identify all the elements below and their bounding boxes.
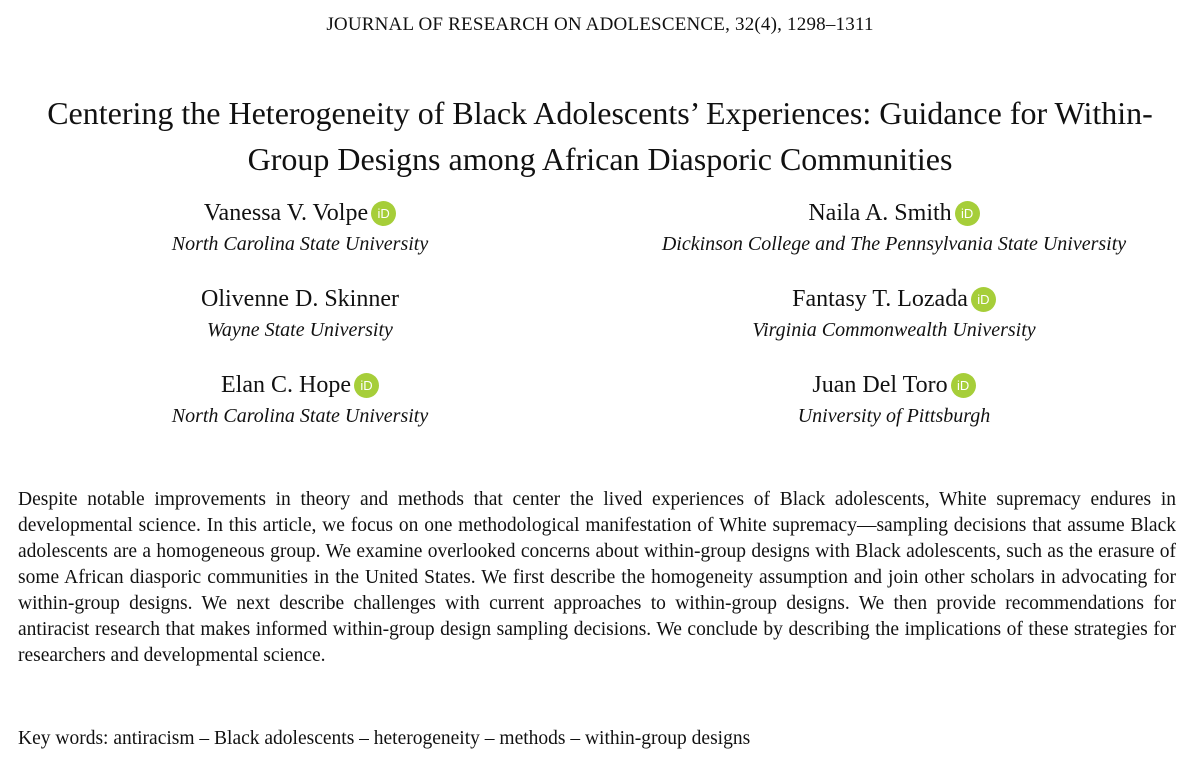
author-name-line bbox=[100, 368, 500, 402]
abstract: Despite notable improvements in theory and methods that center the lived experiences of Black adolescents, White supremacy endures in developmental science. In this article, we focus on one methodological manifestation of White supremacy—sampling decisions that assume Black adolescents are a homogeneous group. We examine overlooked concerns about within-group designs with Black adolescents, such as the erasure of some African diasporic communities in the United States. We first describe the homogeneity assumption and join other scholars in advocating for within-group designs. We next describe challenges with current approaches to within-group designs. We then provide recommendations for antiracist research that makes informed within-group design sampling decisions. We conclude by describing the implications of these strategies for researchers and developmental science. bbox=[18, 489, 1176, 666]
author-name-line bbox=[100, 282, 500, 316]
article-title: Centering the Heterogeneity of Black Adolescents’ Experiences: Guidance for Within-Group Designs among African Diasporic Communities bbox=[47, 95, 1153, 177]
author-affiliation: Dickinson College and The Pennsylvania State University bbox=[661, 233, 1127, 255]
author-affiliation: University of Pittsburgh bbox=[797, 405, 991, 427]
author-name: Elan C. Hope bbox=[221, 372, 351, 398]
author-list bbox=[0, 196, 1200, 436]
orcid-icon[interactable]: iD bbox=[354, 373, 379, 398]
orcid-icon[interactable]: iD bbox=[955, 201, 980, 226]
author-name-line bbox=[590, 196, 1198, 230]
orcid-icon[interactable]: iD bbox=[371, 201, 396, 226]
keywords: Key words: antiracism – Black adolescents – heterogeneity – methods – within-group designs bbox=[18, 728, 751, 749]
author-name: Fantasy T. Lozada bbox=[792, 286, 968, 312]
author-block bbox=[100, 196, 500, 258]
author-block bbox=[590, 368, 1198, 430]
author-block bbox=[100, 368, 500, 430]
author-affiliation: Virginia Commonwealth University bbox=[752, 319, 1036, 341]
journal-header: JOURNAL OF RESEARCH ON ADOLESCENCE, 32(4), 1298–1311 bbox=[326, 14, 874, 35]
author-name-line bbox=[590, 282, 1198, 316]
author-name: Vanessa V. Volpe bbox=[203, 200, 369, 226]
author-name: Juan Del Toro bbox=[812, 372, 948, 398]
author-affiliation: North Carolina State University bbox=[171, 233, 429, 255]
orcid-icon[interactable]: iD bbox=[951, 373, 976, 398]
author-affiliation: North Carolina State University bbox=[171, 405, 429, 427]
author-name-line bbox=[100, 196, 500, 230]
author-block bbox=[590, 282, 1198, 344]
orcid-icon[interactable]: iD bbox=[971, 287, 996, 312]
author-block bbox=[590, 196, 1198, 258]
author-name-line bbox=[590, 368, 1198, 402]
author-affiliation: Wayne State University bbox=[207, 319, 393, 341]
author-name: Olivenne D. Skinner bbox=[201, 286, 399, 312]
author-block bbox=[100, 282, 500, 344]
author-name: Naila A. Smith bbox=[808, 200, 952, 226]
